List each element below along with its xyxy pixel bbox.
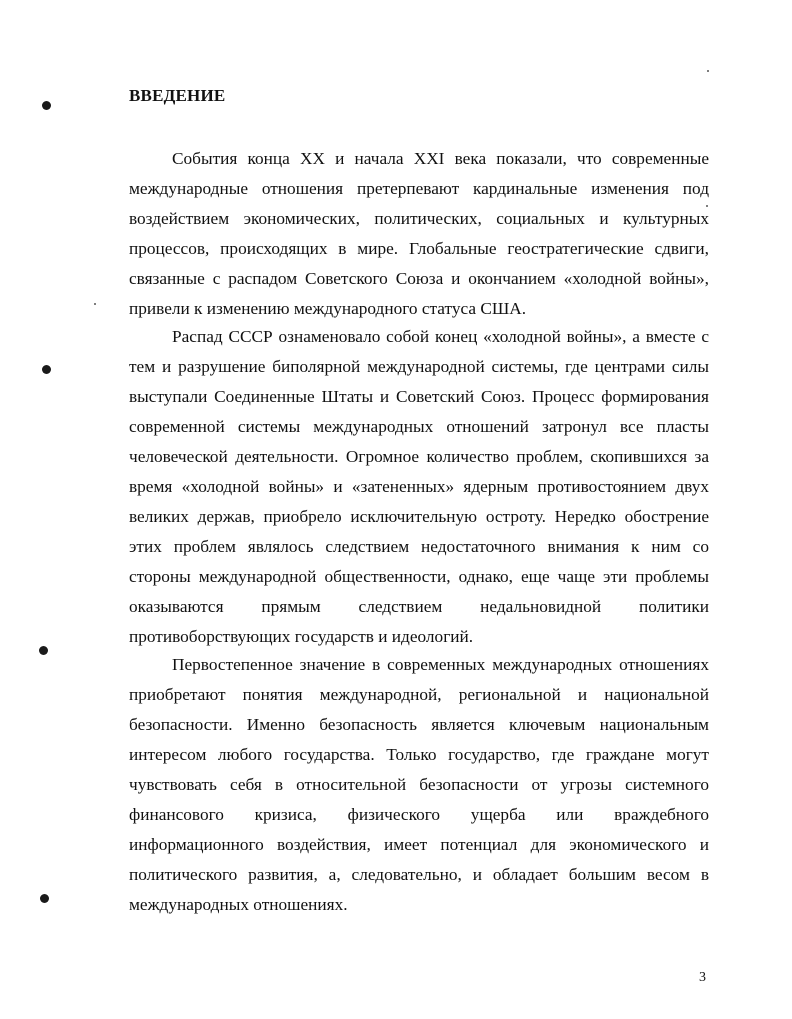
text-line: тем и разрушение биполярной международной системы, где центрами силы	[129, 357, 709, 376]
text-line: человеческой деятельности. Огромное количество проблем, скопившихся за	[129, 447, 709, 466]
text-line: чувствовать себя в относительной безопасности от угрозы системного	[129, 775, 709, 794]
text-line: время «холодной войны» и «затененных» ядерным противостоянием двух	[129, 477, 709, 496]
text-line: связанные с распадом Советского Союза и окончанием «холодной войны»,	[129, 269, 709, 288]
text-line: великих держав, приобрело исключительную остроту. Нередко обострение	[129, 507, 709, 526]
text-line: События конца XX и начала XXI века показали, что современные	[172, 149, 709, 168]
text-line: безопасности. Именно безопасность является ключевым национальным	[129, 715, 709, 734]
text-line: современной системы международных отношений затронул все пласты	[129, 417, 709, 436]
text-line: этих проблем являлось следствием недостаточного внимания к ним со	[129, 537, 709, 556]
text-line: привели к изменению международного статуса США.	[129, 299, 527, 318]
text-line: процессов, происходящих в мире. Глобальные геостратегические сдвиги,	[129, 239, 709, 258]
binder-hole-3	[39, 646, 48, 655]
paragraph-2	[129, 322, 709, 652]
text-line: противоборствующих государств и идеологий.	[129, 627, 474, 646]
page-title: ВВЕДЕНИЕ	[129, 86, 226, 105]
text-line: политического развития, а, следовательно, и обладает большим весом в	[129, 865, 709, 884]
binder-hole-1	[42, 101, 51, 110]
text-line: стороны международной общественности, однако, еще чаще эти проблемы	[129, 567, 709, 586]
paragraph-3	[129, 650, 709, 920]
text-line: информационного воздействия, имеет потенциал для экономического и	[129, 835, 709, 854]
text-line: международных отношениях.	[129, 895, 348, 914]
text-line: приобретают понятия международной, региональной и национальной	[129, 685, 709, 704]
text-line: интересом любого государства. Только государство, где граждане могут	[129, 745, 709, 764]
text-line: выступали Соединенные Штаты и Советский Союз. Процесс формирования	[129, 387, 709, 406]
scan-speck	[707, 70, 709, 72]
text-line: оказываются прямым следствием недальновидной политики	[129, 597, 709, 616]
text-line: финансового кризиса, физического ущерба или враждебного	[129, 805, 709, 824]
scan-speck	[94, 303, 96, 305]
text-line: Распад СССР ознаменовало собой конец «холодной войны», а вместе с	[172, 327, 709, 346]
paragraph-1	[129, 144, 709, 324]
text-line: воздействием экономических, политических, социальных и культурных	[129, 209, 709, 228]
text-line: Первостепенное значение в современных международных отношениях	[172, 655, 709, 674]
binder-hole-4	[40, 894, 49, 903]
binder-hole-2	[42, 365, 51, 374]
text-line: международные отношения претерпевают кардинальные изменения под	[129, 179, 709, 198]
page-number: 3	[699, 970, 706, 985]
